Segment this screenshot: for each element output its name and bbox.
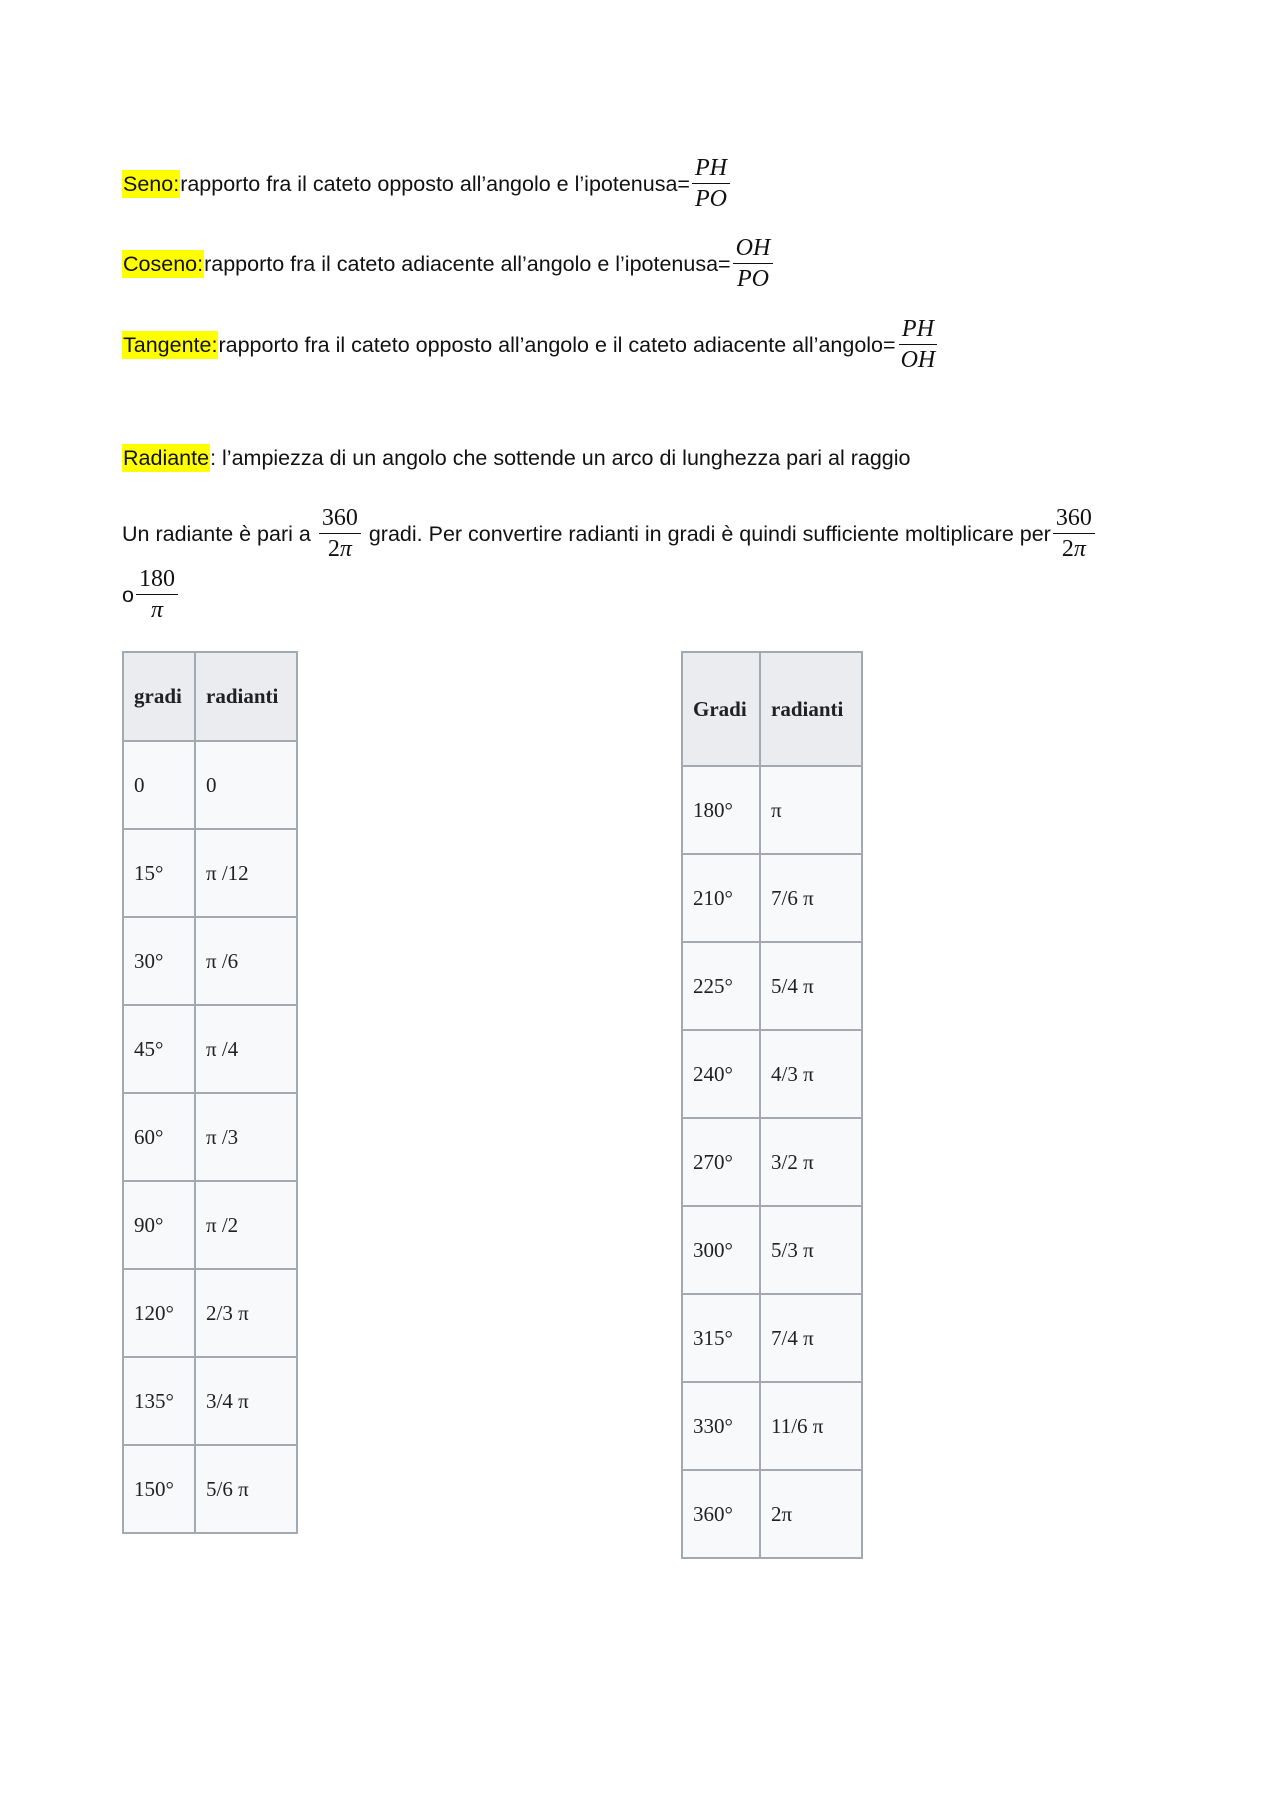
- header-radianti: radianti: [760, 652, 862, 766]
- cell-degrees: 120°: [123, 1269, 195, 1357]
- fraction: [898, 314, 939, 375]
- cell-degrees: 0: [123, 741, 195, 829]
- fraction-denominator: [1059, 534, 1089, 564]
- cell-radians: 5/6 π: [195, 1445, 297, 1533]
- conversion-line-2: [122, 564, 180, 625]
- fraction-360-2pi: [319, 503, 361, 564]
- cell-radians: π /3: [195, 1093, 297, 1181]
- cell-radians: 3/4 π: [195, 1357, 297, 1445]
- cell-degrees: 360°: [682, 1470, 760, 1558]
- fraction: [733, 233, 774, 294]
- definition-text: rapporto fra il cateto opposto all’angolo e il cateto adiacente all’angolo=: [218, 332, 896, 357]
- conversion-text-1: Un radiante è pari a: [122, 521, 311, 546]
- cell-radians: 5/4 π: [760, 942, 862, 1030]
- table-header-row: [123, 652, 297, 741]
- cell-degrees: 240°: [682, 1030, 760, 1118]
- cell-degrees: 45°: [123, 1005, 195, 1093]
- cell-radians: 2/3 π: [195, 1269, 297, 1357]
- table-row: [123, 1445, 297, 1533]
- header-radianti: radianti: [195, 652, 297, 741]
- cell-radians: 7/4 π: [760, 1294, 862, 1382]
- cell-degrees: 150°: [123, 1445, 195, 1533]
- cell-radians: π /2: [195, 1181, 297, 1269]
- den-number: 2: [327, 536, 340, 562]
- definition-tangente: [122, 314, 940, 375]
- cell-degrees: 315°: [682, 1294, 760, 1382]
- table-row: [682, 1382, 862, 1470]
- header-gradi: gradi: [123, 652, 195, 741]
- cell-radians: π /6: [195, 917, 297, 1005]
- table-row: [682, 1470, 862, 1558]
- cell-degrees: 60°: [123, 1093, 195, 1181]
- definition-text: rapporto fra il cateto adiacente all’angolo e l’ipotenusa=: [204, 251, 731, 276]
- cell-degrees: 15°: [123, 829, 195, 917]
- table-row: [682, 942, 862, 1030]
- cell-degrees: 330°: [682, 1382, 760, 1470]
- cell-degrees: 180°: [682, 766, 760, 854]
- definition-radiante: [122, 444, 910, 472]
- fraction-numerator: 360: [319, 503, 361, 534]
- table-header-row: [682, 652, 862, 766]
- cell-radians: 7/6 π: [760, 854, 862, 942]
- degrees-radians-table-right: [681, 651, 863, 1559]
- cell-degrees: 270°: [682, 1118, 760, 1206]
- fraction-denominator: π: [150, 597, 163, 623]
- conversion-text-3: o: [122, 582, 134, 607]
- fraction-180-pi: [136, 564, 178, 625]
- table-row: [123, 1181, 297, 1269]
- fraction-360-2pi: [1053, 503, 1095, 564]
- fraction-numerator: OH: [733, 233, 774, 264]
- definition-coseno: [122, 233, 775, 294]
- cell-radians: 0: [195, 741, 297, 829]
- definition-seno: [122, 153, 732, 214]
- table-row: [123, 829, 297, 917]
- conversion-line-1: [122, 503, 1182, 564]
- table-row: [682, 854, 862, 942]
- table-row: [682, 1030, 862, 1118]
- fraction-denominator: [325, 534, 355, 564]
- term-tangente: Tangente:: [123, 332, 218, 357]
- table-row: [123, 1093, 297, 1181]
- table-row: [123, 1269, 297, 1357]
- table-row: [123, 741, 297, 829]
- conversion-text-2: gradi. Per convertire radianti in gradi è quindi sufficiente moltiplicare per: [368, 521, 1051, 546]
- cell-degrees: 210°: [682, 854, 760, 942]
- degrees-radians-table-left: [122, 651, 298, 1534]
- fraction-denominator: PO: [694, 186, 727, 212]
- table-row: [123, 1357, 297, 1445]
- table-row: [682, 1118, 862, 1206]
- table-row: [123, 917, 297, 1005]
- cell-radians: 11/6 π: [760, 1382, 862, 1470]
- definition-text: rapporto fra il cateto opposto all’angolo e l’ipotenusa=: [180, 171, 690, 196]
- cell-degrees: 300°: [682, 1206, 760, 1294]
- cell-degrees: 135°: [123, 1357, 195, 1445]
- fraction-numerator: 360: [1053, 503, 1095, 534]
- term-radiante: Radiante: [123, 446, 210, 470]
- den-number: 2: [1061, 536, 1074, 562]
- cell-degrees: 225°: [682, 942, 760, 1030]
- cell-radians: π /12: [195, 829, 297, 917]
- table-row: [682, 1294, 862, 1382]
- term-coseno: Coseno:: [123, 251, 204, 276]
- fraction-numerator: 180: [136, 564, 178, 595]
- header-gradi: Gradi: [682, 652, 760, 766]
- table-row: [682, 1206, 862, 1294]
- cell-degrees: 30°: [123, 917, 195, 1005]
- pi-symbol: π: [339, 536, 352, 562]
- term-seno: Seno:: [123, 171, 180, 196]
- fraction: [692, 153, 730, 214]
- cell-radians: 2π: [760, 1470, 862, 1558]
- definition-text: : l’ampiezza di un angolo che sottende un arco di lunghezza pari al raggio: [210, 446, 911, 470]
- cell-radians: π: [760, 766, 862, 854]
- fraction-numerator: PH: [692, 153, 730, 184]
- cell-radians: π /4: [195, 1005, 297, 1093]
- fraction-denominator: PO: [736, 266, 769, 292]
- table-row: [682, 766, 862, 854]
- cell-radians: 4/3 π: [760, 1030, 862, 1118]
- fraction-denominator: OH: [900, 347, 936, 373]
- fraction-numerator: PH: [899, 314, 937, 345]
- cell-radians: 3/2 π: [760, 1118, 862, 1206]
- cell-radians: 5/3 π: [760, 1206, 862, 1294]
- cell-degrees: 90°: [123, 1181, 195, 1269]
- pi-symbol: π: [1073, 536, 1086, 562]
- table-row: [123, 1005, 297, 1093]
